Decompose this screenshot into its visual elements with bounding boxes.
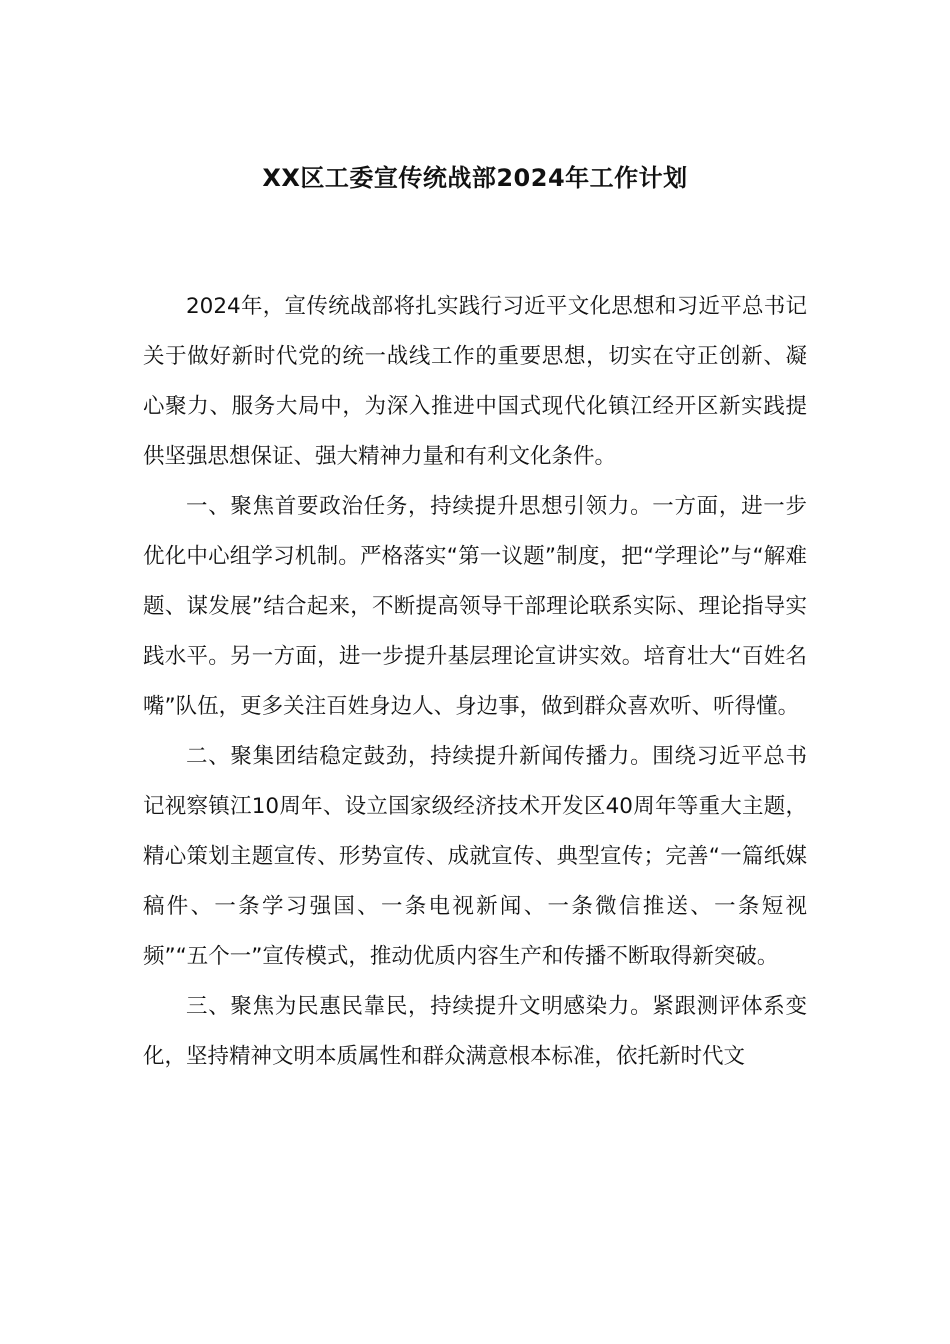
paragraph-intro: 2024年，宣传统战部将扎实践行习近平文化思想和习近平总书记关于做好新时代党的统一战线工作的重要思想，切实在守正创新、凝心聚力、服务大局中，为深入推进中国式现代化镇江经开区新实践提供坚强思想保证、强大精神力量和有利文化条件。 [143,294,807,469]
document-title: XX区工委宣传统战部2024年工作计划 [262,164,688,192]
paragraph-section-3: 三、聚焦为民惠民靠民，持续提升文明感染力。紧跟测评体系变化，坚持精神文明本质属性和群众满意根本标准，依托新时代文 [143,994,807,1069]
document-body [143,282,807,1082]
paragraph-section-1: 一、聚焦首要政治任务，持续提升思想引领力。一方面，进一步优化中心组学习机制。严格落实“第一议题”制度，把“学理论”与“解难题、谋发展”结合起来，不断提高领导干部理论联系实际、理论指导实践水平。另一方面，进一步提升基层理论宣讲实效。培育壮大“百姓名嘴”队伍，更多关注百姓身边人、身边事，做到群众喜欢听、听得懂。 [143,494,807,719]
paragraph-section-2: 二、聚集团结稳定鼓劲，持续提升新闻传播力。围绕习近平总书记视察镇江10周年、设立国家级经济技术开发区40周年等重大主题，精心策划主题宣传、形势宣传、成就宣传、典型宣传；完善“一篇纸媒稿件、一条学习强国、一条电视新闻、一条微信推送、一条短视频”“五个一”宣传模式，推动优质内容生产和传播不断取得新突破。 [143,744,807,969]
